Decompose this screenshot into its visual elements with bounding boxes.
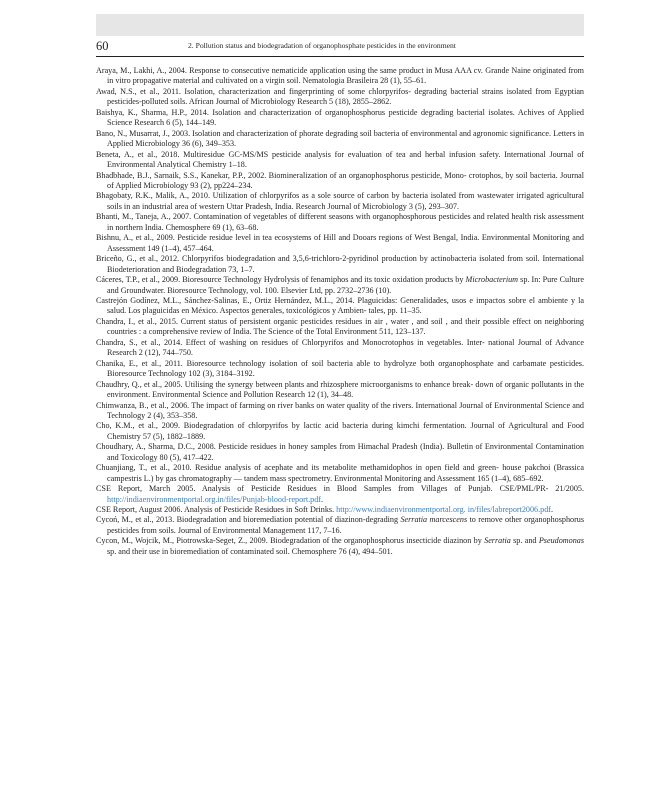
reference-item: Chandra, I., et al., 2015. Current status of persistent organic pesticides residues in air , water , and soil , and their possible effect on neighboring countries : a comprehensive review of India. The Science of the Total Environment 511, 123–137.	[96, 316, 584, 337]
reference-item: CSE Report, March 2005. Analysis of Pesticide Residues in Blood Samples from Villages of Punjab. CSE/PML/PR- 21/2005. http://indiaenvironmentportal.org.in/files/Punjab-blood-report.pdf.	[96, 484, 584, 504]
reference-item: Chuanjiang, T., et al., 2010. Residue analysis of acephate and its metabolite methamidophos in open field and green- house pakchoi (Brassica campestris L.) by gas chromatography — tandem mass spectrometry. Environmental Monitoring and Assessment 165 (1–4), 685–692.	[96, 463, 584, 483]
reference-link[interactable]: http://www.indiaenvironmentportal.org. in/files/labreport2006.pdf	[336, 505, 551, 515]
reference-item: Chandra, S., et al., 2014. Effect of washing on residues of Chlorpyrifos and Monocrotophos in vegetables. Inter- national Journal of Advance Research 2 (12), 744–750.	[96, 337, 584, 358]
reference-link[interactable]: http://indiaenvironmentportal.org.in/files/Punjab-blood-report.pdf	[107, 494, 321, 504]
reference-item: Bhagobaty, R.K., Malik, A., 2010. Utilization of chlorpyrifos as a sole source of carbon by bacteria isolated from wastewater irrigated agricultural soils in an industrial area of western Uttar Pradesh, India. Research Journal of Microbiology 3 (5), 293–307.	[96, 191, 584, 211]
reference-item: Cáceres, T.P., et al., 2009. Bioresource Technology Hydrolysis of fenamiphos and its toxic oxidation products by Microbacterium sp. In: Pure Culture and Groundwater. Bioresource Technology, vol. 100. Elsevier Ltd, pp. 2732–2736 (10).	[96, 275, 585, 295]
reference-item: CSE Report, August 2006. Analysis of Pesticide Residues in Soft Drinks. http://www.indiaenvironmentportal.org. in/files/labreport2006.pdf.	[96, 505, 553, 515]
reference-item: Baishya, K., Sharma, H.P., 2014. Isolation and characterization of organophosphorus pesticide degrading bacterial isolates. Achives of Applied Science Research 6 (5), 144–149.	[96, 107, 584, 128]
reference-item: Bishnu, A., et al., 2009. Pesticide residue level in tea ecosystems of Hill and Dooars regions of West Bengal, India. Environmental Monitoring and Assessment 149 (1–4), 457–464.	[96, 233, 584, 253]
reference-list	[96, 66, 584, 557]
reference-item: Castrejón Godínez, M.L., Sánchez-Salinas, E., Ortiz Hernández, M.L., 2014. Plaguicidas: Generalidades, usos e impactos sobre el ambiente y la salud. Los plaguicidas en México. Aspectos generales, toxicológicos y Ambien- tales, pp. 11–35.	[96, 295, 584, 316]
header-rule	[96, 56, 584, 57]
page-header	[96, 38, 584, 54]
reference-item: Bano, N., Musarrat, J., 2003. Isolation and characterization of phorate degrading soil bacteria of environmental and agronomic significance. Letters in Applied Microbiology 36 (6), 349–353.	[96, 128, 585, 149]
reference-item: Bhadbhade, B.J., Sarnaik, S.S., Kanekar, P.P., 2002. Biomineralization of an organophosphorus pesticide, Mono- crotophos, by soil bacteria. Journal of Applied Microbiology 93 (2), pp224–234.	[96, 170, 584, 190]
reference-item: Cycoń, M., et al., 2013. Biodegradation and bioremediation potential of diazinon-degrading Serratia marcescens to remove other organophosphorus pesticides from soils. Journal of Environmental Management 117, 7–16.	[96, 515, 585, 535]
reference-item: Cycon, M., Wojcik, M., Piotrowska-Seget, Z., 2009. Biodegradation of the organophosphorus insecticide diazinon by Serratia sp. and Pseudomonas sp. and their use in bioremediation of contaminated soil. Chemosphere 76 (4), 494–501.	[96, 536, 584, 556]
header-bar	[96, 14, 584, 36]
reference-item: Chaudhry, Q., et al., 2005. Utilising the synergy between plants and rhizosphere microorganisms to enhance break- down of organic pollutants in the environment. Environmental Science and Pollution Research 12 (1), 34–48.	[96, 379, 584, 400]
reference-item: Chimwanza, B., et al., 2006. The impact of farming on river banks on water quality of the rivers. International Journal of Environmental Science and Technology 2 (4), 353–358.	[96, 400, 584, 420]
reference-item: Beneta, A., et al., 2018. Multiresidue GC-MS/MS pesticide analysis for evaluation of tea and herbal infusion safety. International Journal of Environmental Analytical Chemistry 1–18.	[96, 149, 584, 170]
reference-item: Choudhary, A., Sharma, D.C., 2008. Pesticide residues in honey samples from Himachal Pradesh (India). Bulletin of Environmental Contamination and Toxicology 80 (5), 417–422.	[96, 442, 584, 462]
reference-item: Cho, K.M., et al., 2009. Biodegradation of chlorpyrifos by lactic acid bacteria during kimchi fermentation. Journal of Agricultural and Food Chemistry 57 (5), 1882–1889.	[96, 421, 584, 441]
running-title: 2. Pollution status and biodegradation of organophosphate pesticides in the environment	[188, 41, 456, 50]
page-number: 60	[96, 39, 109, 53]
reference-item: Awad, N.S., et al., 2011. Isolation, characterization and fingerprinting of some chlorpyrifos- degrading bacterial strains isolated from Egyptian pesticides-polluted soils. African Journal of Microbiology Research 5 (18), 2855–2862.	[96, 86, 584, 107]
reference-item: Briceño, G., et al., 2012. Chlorpyrifos biodegradation and 3,5,6-trichloro-2-pyridinol production by actinobacteria isolated from soil. International Biodeterioration and Biodegradation 73, 1–7.	[96, 254, 584, 274]
reference-item: Chanika, E., et al., 2011. Bioresource technology isolation of soil bacteria able to hydrolyze both organophosphate and carbamate pesticides. Bioresource Technology 102 (3), 3184–3192.	[96, 358, 584, 379]
reference-item: Araya, M., Lakhi, A., 2004. Response to consecutive nematicide application using the same product in Musa AAA cv. Grande Naine originated from in vitro propagative material and cultivated on a virgin soil. Nematologia Brasileira 28 (1), 55–61.	[96, 66, 584, 86]
reference-item: Bhanti, M., Taneja, A., 2007. Contamination of vegetables of different seasons with organophosphorous pesticides and related health risk assessment in northern India. Chemosphere 69 (1), 63–68.	[96, 212, 584, 232]
